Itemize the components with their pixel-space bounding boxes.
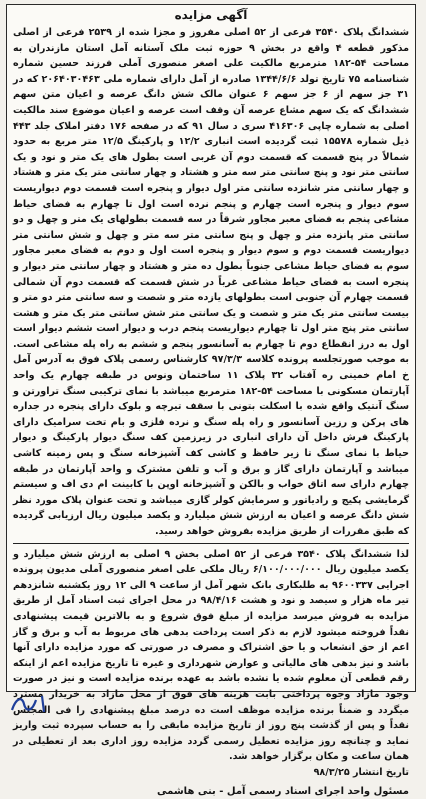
notice-paragraph-1: ششدانگ پلاک ۳۵۴۰ فرعی از ۵۲ اصلی مفروز و مجزا شده از ۲۵۳۹ فرعی از اصلی مذکور قطعه ۴ واقع در بخش ۹ حوزه ثبت ملک آستانه آمل استان مازندران به مساحت ۵۴-۱۸۲ مترمربع مالکیت علی اصغر منصوری آملی فرزند حسین شماره شناسنامه ۷۵ تاریخ تولد ۱۳۴۴/۶/۶ صادره از آمل دارای شماره ملی ۲۰۶۴۰۳۰۴۶۳ که در ۳۱ جز سهم از ۶ جز سهم ۶ عنوان مالک شش دانگ عرصه و اعیان متن سهم ششدانگ که یک سهم مشاع عرصه آن وقف است عرصه و اعیان موضوع سند مالکیت اصلی به شماره چاپی ۴۱۶۳۰۶ سری د سال ۹۱ که در صفحه ۱۷۶ دفتر املاک جلد ۴۴۳ ذیل شماره ۱۵۵۷۸ ثبت گردیده است انباری ۱۲/۲ و پارکینگ ۱۲/۵ متر مربع به حدود شمالاً در پنج قسمت که قسمت دوم آن غربی است بطول های یک متر و نود و یک سانتی متر نود و پنج سانتی متر سه متر و هشتاد و چهار سانتی متر یک متر و هشتاد و چهار سانتی متر شانزده سانتی متر اول دیوار و پنجره است قسمت دوم دیواریست سوم دیوار و پنجره است چهارم و پنجم نرده است اول تا چهارم به فضای حیاط مشاعی پنجم به فضای معبر مجاور شرقاً در سه قسمت بطولهای یک متر و چهل و دو سانتی متر پانزده متر و چهل و پنج سانتی متر سه متر و چهل و شش سانتی متر دیواریست قسمت دوم و سوم دیوار و پنجره است اول و دوم به فضای معبر مجاور سوم به فضای حیاط مشاعی جنوباً بطول ده متر و هشتاد و چهار سانتی متر دیوار و پنجره است به فضای حیاط مشاعی غرباً در شش قسمت که قسمت دوم آن شمالی قسمت چهارم آن جنوبی است بطولهای یازده متر و شصت و سه سانتی متر دو متر و بیست سانتی متر یک متر و شصت و یک سانتی متر شش سانتی متر یک متر و هشت سانتی متر پنج متر اول تا چهارم دیواریست پنجم درب و دیوار است ششم دیوار است اول به درز انقطاع دوم تا چهارم به آسانسور پنجم و ششم به راه پله مشاعی است. به موجب صورتجلسه پرونده کلاسه ۹۷/۳/۳ کارشناس رسمی پلاک فوق به آدرس آمل خ امام خمینی ره آفتاب ۳۲ پلاک ۱۱ ساختمان ونوس در طبقه چهارم یک واحد آپارتمان مسکونی با مساحت ۵۴-۱۸۲ مترمربع میباشد با نمای ترکیبی سنگ تراورتن و سنگ آنتیک واقع شده با اسکلت بتونی با سقف تیرچه و بلوک دارای پنجره در جداره های پرکن و رزین آسانسور و راه پله سنگ و نرده فلزی و بام تخت سرامیک دارای پارکینگ فرش داخل آن دارای انباری در زیرزمین کف سنگ دیوار پارکینگ و دیوار حیاط با نمای سنگ تا زیر حافظ و کاشی کف آشپزخانه سنگ و پس زمینه کاشی میباشد و آپارتمان دارای گاز و برق و آب و تلفن مشترک و واحد آپارتمان در طبقه چهارم دارای سه اتاق خواب و بالکن و آشپزخانه اوپن با کابینت ام دی اف و سیستم گرمایشی پکیج و رادیاتور و سرمایش کولر گازی میباشد و تحت عنوان پلاک مورد نظر شش دانگ عرصه و اعیان به ارزش شش میلیارد و یکصد میلیون ریال ارزیابی گردیده که طبق مقررات از طریق مزایده بفروش خواهد رسید. (13, 27, 410, 537)
auction-notice (6, 4, 416, 797)
notice-title: آگهی مزایده (174, 8, 248, 22)
handwritten-mark (6, 690, 66, 715)
publish-date: تاریخ انتشار ۹۸/۳/۲۵ (313, 766, 409, 778)
notice-paragraph-2: لذا ششدانگ پلاک ۳۵۴۰ فرعی از ۵۲ اصلی بخش ۹ اصلی به ارزش شش میلیارد و یکصد میلیون ریال ۶/۱۰۰/۰۰۰/۰۰۰ ریال ملکی علی اصغر منصوری آملی مدیون پرونده اجرایی ۹۶۰۰۳۳۷ به طلبکاری بانک شهر آمل از ساعت ۹ الی ۱۲ روز یکشنبه شانزدهم تیر ماه هزار و سیصد و نود و هشت ۹۸/۴/۱۶ در محل اجرای ثبت اسناد آمل از طریق مزایده به فروش میرسد مزایده از مبلغ فوق شروع و به بالاترین قیمت پیشنهادی نقداً فروخته میشود لازم به ذکر است پرداخت بدهی های مربوط به آب و برق و گاز اعم از حق انشعاب و یا حق اشتراک و مصرف در صورتی که مورد مزایده دارای آنها باشد و نیز بدهی های مالیاتی و عوارض شهرداری و غیره تا تاریخ مزایده اعم از اینکه رقم قطعی آن معلوم شده یا نشده باشد به عهده برنده مزایده است و نیز در صورت وجود مازاد وجوه پرداختی بابت هزینه های فوق از محل مازاد به خریدار مسترد میگردد و ضمناً برنده مزایده موظف است ده درصد مبلغ پیشنهادی را فی المجلس نقداً و پس از گذشت پنج روز از تاریخ مزایده مابقی را به حساب سپرده ثبت واریز نماید و چنانچه روز مزایده تعطیل رسمی گردد مزایده روز اداری بعد از تعطیلی در همان ساعت و مکان برگزار خواهد شد. (13, 548, 410, 763)
section-divider (13, 543, 409, 544)
signature-line: مسئول واحد اجرای اسناد رسمی آمل - بنی هاشمی (157, 785, 409, 797)
